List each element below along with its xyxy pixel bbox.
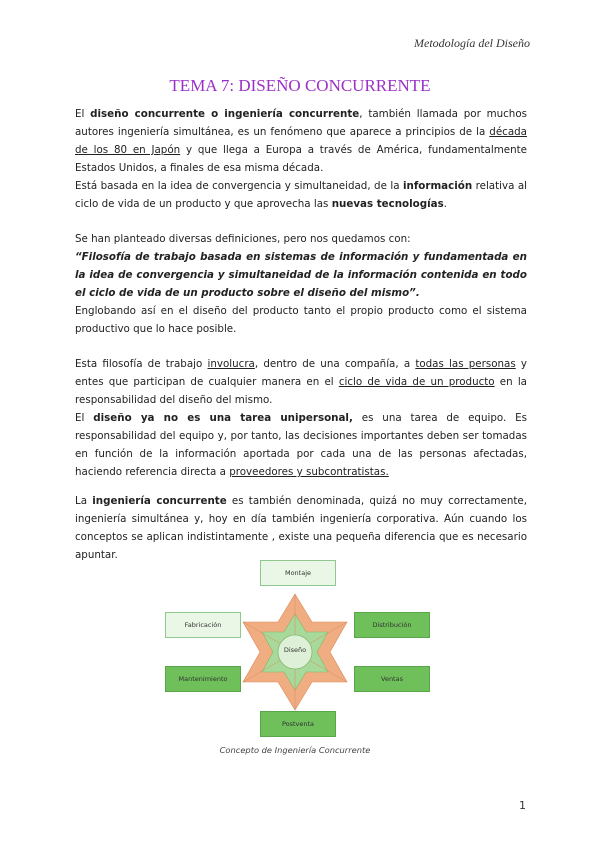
box-montaje: Montaje: [260, 560, 336, 586]
paragraph-intro: El diseño concurrente o ingeniería concurrente, también llamada por muchos autores ingeniería simultánea, es un fenómeno que aparece a principios de la década de los 80 en Japón y que llega a Europa a través de América, fundamentalmente Estados Unidos, a finales de esa misma década. Está basada en la idea de convergencia y simultaneidad, de la información relativa al ciclo de vida de un producto y que aprovecha las nuevas tecnologías.: [75, 108, 528, 210]
paragraph-philosophy: Esta filosofía de trabajo involucra, dentro de una compañía, a todas las personas y entes que participan de cualquier manera en el ciclo de vida de un producto en la responsabilidad del diseño del mismo. El diseño ya no es una tarea unipersonal, es una tarea de equipo. Es responsabilidad del equipo y, por tanto, las decisiones importantes deben ser tomadas en función de la información aportada por cada una de las personas afectadas, haciendo referencia directa a proveedores y subcontratistas.: [75, 358, 528, 478]
paragraph-definition: Se han planteado diversas definiciones, pero nos quedamos con: “Filosofía de trabajo basada en sistemas de información y fundamentada en la idea de convergencia y simultaneidad de la información contenida en todo el ciclo de vida de un producto sobre el diseño del mismo”. Englobando así en el diseño del producto tanto el propio producto como el sistema productivo que lo hace posible.: [75, 233, 527, 335]
diagram-caption: Concepto de Ingeniería Concurrente: [219, 745, 371, 755]
box-distribucion: Distribución: [354, 612, 430, 638]
definition-quote: “Filosofía de trabajo basada en sistemas de información y fundamentada en la idea de convergencia y simultaneidad de la información contenida en todo el ciclo de vida de un producto sobre el diseño del mismo”.: [75, 251, 527, 299]
box-postventa: Postventa: [260, 711, 336, 737]
box-mantenimiento: Mantenimiento: [165, 666, 241, 692]
paragraph-corporate: La ingeniería concurrente es también denominada, quizá no muy correctamente, ingeniería simultánea y, hoy en día también ingeniería corporativa. Aún cuando los conceptos se aplican indistintamente , existe una pequeña diferencia que es necesario apuntar.: [75, 495, 527, 561]
box-fabricacion: Fabricación: [165, 612, 241, 638]
page-title: TEMA 7: DISEÑO CONCURRENTE: [169, 76, 431, 95]
concurrent-engineering-diagram: [160, 560, 430, 745]
box-ventas: Ventas: [354, 666, 430, 692]
running-header: Metodología del Diseño: [414, 36, 530, 50]
page-number: 1: [519, 799, 526, 812]
center-label: Diseño: [283, 646, 307, 654]
